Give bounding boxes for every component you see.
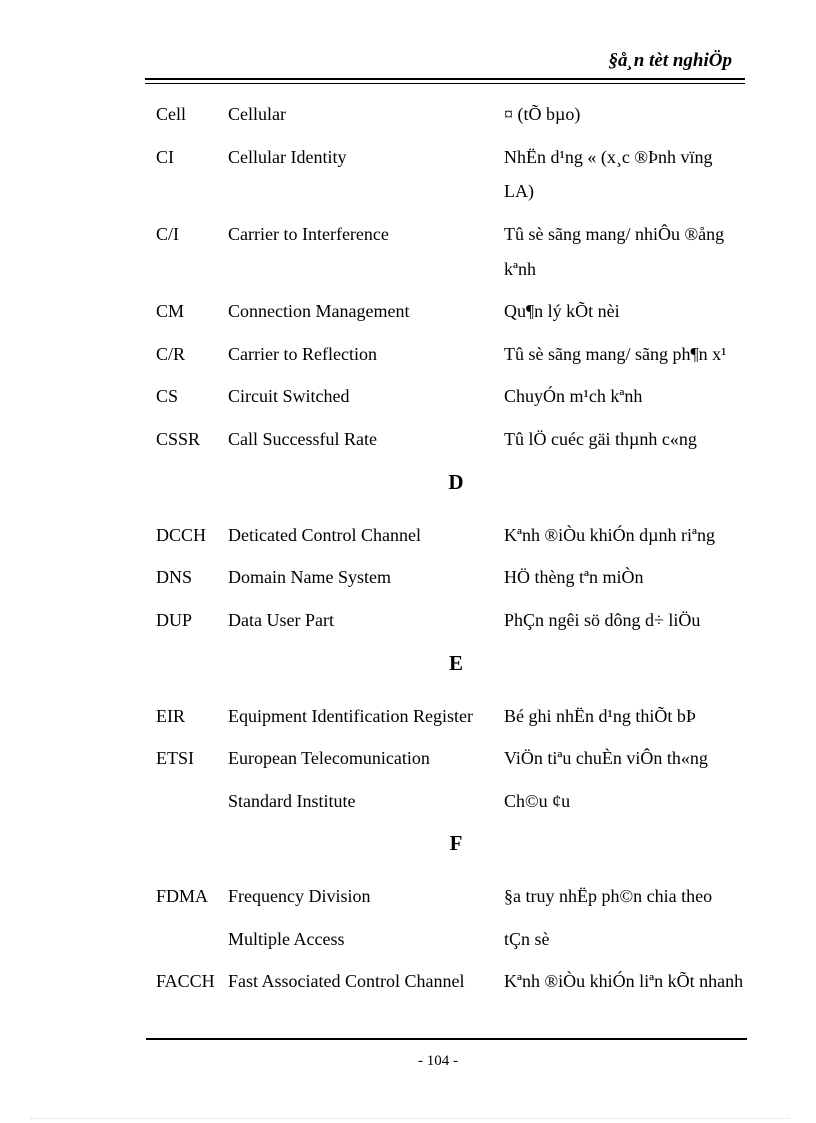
entry-english: Carrier to Reflection: [228, 344, 377, 364]
header-rule-thick: [145, 78, 745, 80]
entry-english: Data User Part: [228, 610, 334, 630]
entry-english: Cellular: [228, 104, 286, 124]
header-rule-thin: [145, 83, 745, 84]
footer-rule: [146, 1038, 747, 1040]
entry-english: Circuit Switched: [228, 386, 350, 406]
entry-abbreviation: C/R: [156, 344, 186, 364]
entry-abbreviation: FDMA: [156, 886, 209, 906]
entry-vietnamese: Bé ghi nhËn d¹ng thiÕt bÞ: [504, 706, 696, 726]
entry-english: Cellular Identity: [228, 147, 347, 167]
entry-vietnamese: Qu¶n lý kÕt nèi: [504, 301, 620, 321]
entry-abbreviation: DNS: [156, 567, 193, 587]
entry-abbreviation: CI: [156, 147, 174, 167]
entry-abbreviation: DUP: [156, 610, 193, 630]
entry-vietnamese: HÖ thèng tªn miÒn: [504, 567, 644, 587]
entry-english: Deticated Control Channel: [228, 525, 421, 545]
entry-abbreviation: CSSR: [156, 429, 201, 449]
entry-english: Carrier to Interference: [228, 224, 389, 244]
entry-vietnamese: Kªnh ®iÒu khiÓn liªn kÕt nhanh: [504, 971, 744, 991]
entry-vietnamese-line2: Ch©u ¢u: [504, 791, 571, 811]
entry-vietnamese: ViÖn tiªu chuÈn viÔn th«ng: [504, 748, 708, 768]
section-letter-f: F: [449, 831, 463, 855]
page-number: - 104 -: [418, 1053, 458, 1069]
entry-abbreviation: FACCH: [156, 971, 215, 991]
document-header-title: §å¸n tèt nghiÖp: [608, 50, 732, 71]
entry-english: Connection Management: [228, 301, 410, 321]
entry-abbreviation: CM: [156, 301, 185, 321]
entry-vietnamese: Kªnh ®iÒu khiÓn dµnh riªng: [504, 525, 715, 545]
entry-vietnamese-line2: tÇn sè: [504, 929, 550, 949]
entry-vietnamese: PhÇn ngêi sö dông d÷ liÖu: [504, 610, 701, 630]
entry-english-line2: Standard Institute: [228, 791, 356, 811]
entry-vietnamese: Tû sè sãng mang/ sãng ph¶n x¹: [504, 344, 727, 364]
section-letter-e: E: [448, 651, 463, 675]
entry-abbreviation: EIR: [156, 706, 185, 726]
entry-english: Equipment Identification Register: [228, 706, 473, 726]
section-letter-d: D: [448, 470, 464, 494]
entry-vietnamese: Tû sè sãng mang/ nhiÔu ®ång: [504, 224, 725, 244]
entry-abbreviation: Cell: [156, 104, 186, 124]
entry-vietnamese: ¤ (tÕ bµo): [504, 104, 581, 124]
entry-vietnamese: ChuyÓn m¹ch kªnh: [504, 386, 643, 406]
entry-english: European Telecomunication: [228, 748, 430, 768]
entry-vietnamese: Tû lÖ cuéc gäi thµnh c«ng: [504, 429, 697, 449]
entry-abbreviation: DCCH: [156, 525, 207, 545]
entry-abbreviation: C/I: [156, 224, 180, 244]
entry-vietnamese-line2: LA): [504, 181, 534, 201]
entry-english: Frequency Division: [228, 886, 371, 906]
page-bottom-border: [30, 1118, 790, 1119]
entry-vietnamese: NhËn d¹ng « (x¸c ®Þnh vïng: [504, 147, 713, 167]
entry-abbreviation: ETSI: [156, 748, 194, 768]
entry-vietnamese-line2: kªnh: [504, 259, 536, 279]
entry-english: Fast Associated Control Channel: [228, 971, 465, 991]
entry-english: Domain Name System: [228, 567, 391, 587]
entry-english: Call Successful Rate: [228, 429, 377, 449]
entry-abbreviation: CS: [156, 386, 179, 406]
entry-english-line2: Multiple Access: [228, 929, 345, 949]
entry-vietnamese: §a truy nhËp ph©n chia theo: [504, 886, 713, 906]
